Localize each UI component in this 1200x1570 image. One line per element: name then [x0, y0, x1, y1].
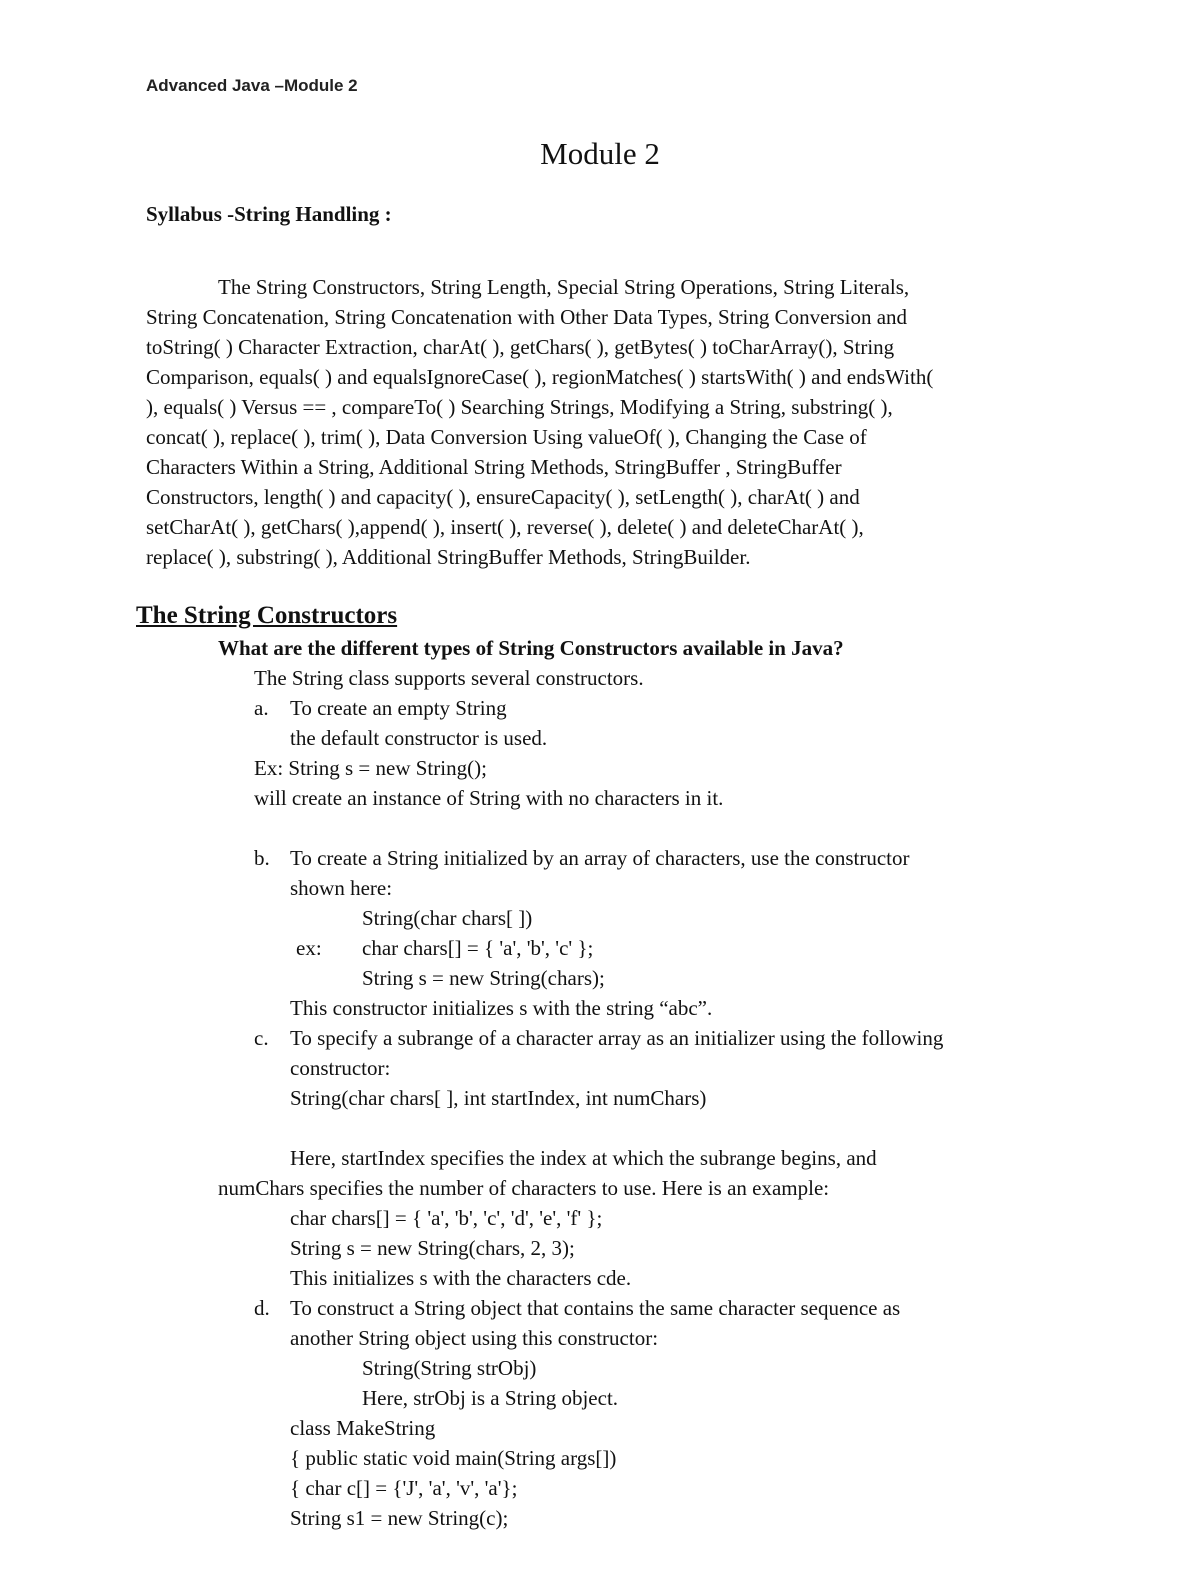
item-c-line2: constructor: — [290, 1056, 391, 1080]
running-header: Advanced Java –Module 2 — [146, 76, 358, 95]
syllabus-line: replace( ), substring( ), Additional StringBuffer Methods, StringBuilder. — [146, 545, 751, 569]
syllabus-heading: Syllabus -String Handling : — [146, 202, 392, 226]
item-b-line2: shown here: — [290, 876, 393, 900]
syllabus-paragraph — [146, 272, 1066, 572]
syllabus-line: String Concatenation, String Concatenation with Other Data Types, String Conversion and — [146, 305, 908, 329]
item-a-example: Ex: String s = new String(); — [254, 756, 487, 780]
item-b-signature: String(char chars[ ]) — [362, 906, 533, 930]
syllabus-line: Constructors, length( ) and capacity( ), ensureCapacity( ), setLength( ), charAt( ) and — [146, 485, 860, 509]
item-d-code2: { public static void main(String args[]) — [290, 1446, 617, 1470]
item-d-line2: another String object using this constructor: — [290, 1326, 659, 1350]
item-b-code2: String s = new String(chars); — [362, 966, 605, 990]
item-a-line1: To create an empty String — [290, 696, 507, 720]
item-c-code2: String s = new String(chars, 2, 3); — [290, 1236, 575, 1260]
item-c-expl2: numChars specifies the number of characters to use. Here is an example: — [218, 1176, 830, 1200]
item-a-note: will create an instance of String with no characters in it. — [254, 786, 724, 810]
item-c-note: This initializes s with the characters cde. — [290, 1266, 632, 1290]
item-b-note: This constructor initializes s with the string “abc”. — [290, 996, 713, 1020]
item-d-code3: { char c[] = {'J', 'a', 'v', 'a'}; — [290, 1476, 518, 1500]
item-d-note: Here, strObj is a String object. — [362, 1386, 619, 1410]
item-d-code1: class MakeString — [290, 1416, 436, 1440]
item-a-line2: the default constructor is used. — [290, 726, 548, 750]
item-d-line1: To construct a String object that contains the same character sequence as — [290, 1296, 901, 1320]
item-b-line1: To create a String initialized by an array of characters, use the constructor — [290, 846, 910, 870]
intro-text: The String class supports several constructors. — [254, 666, 644, 690]
item-b-ex-label: ex: — [296, 936, 322, 960]
page-title: Module 2 — [540, 136, 660, 171]
item-b-code1: char chars[] = { 'a', 'b', 'c' }; — [362, 936, 594, 960]
item-c-expl1: Here, startIndex specifies the index at which the subrange begins, and — [290, 1146, 877, 1170]
item-c-code1: char chars[] = { 'a', 'b', 'c', 'd', 'e', 'f' }; — [290, 1206, 603, 1230]
item-d-marker: d. — [254, 1296, 270, 1320]
item-d-signature: String(String strObj) — [362, 1356, 537, 1380]
item-b-marker: b. — [254, 846, 270, 870]
section-heading: The String Constructors — [136, 602, 398, 629]
syllabus-line: The String Constructors, String Length, Special String Operations, String Literals, — [218, 275, 910, 299]
item-a-marker: a. — [254, 696, 269, 720]
section-question: What are the different types of String Constructors available in Java? — [218, 636, 844, 660]
syllabus-line: Comparison, equals( ) and equalsIgnoreCase( ), regionMatches( ) startsWith( ) and endsWith( — [146, 365, 934, 389]
syllabus-line: concat( ), replace( ), trim( ), Data Conversion Using valueOf( ), Changing the Case of — [146, 425, 867, 449]
item-d-code4: String s1 = new String(c); — [290, 1506, 509, 1530]
item-c-line1: To specify a subrange of a character array as an initializer using the following — [290, 1026, 944, 1050]
syllabus-line: setCharAt( ), getChars( ),append( ), insert( ), reverse( ), delete( ) and deleteCharAt( ), — [146, 515, 864, 539]
syllabus-line: Characters Within a String, Additional String Methods, StringBuffer , StringBuffer — [146, 455, 842, 479]
item-c-marker: c. — [254, 1026, 269, 1050]
syllabus-line: ), equals( ) Versus == , compareTo( ) Searching Strings, Modifying a String, substring( ), — [146, 395, 893, 419]
item-c-signature: String(char chars[ ], int startIndex, int numChars) — [290, 1086, 707, 1110]
syllabus-line: toString( ) Character Extraction, charAt( ), getChars( ), getBytes( ) toCharArray(), String — [146, 335, 895, 359]
